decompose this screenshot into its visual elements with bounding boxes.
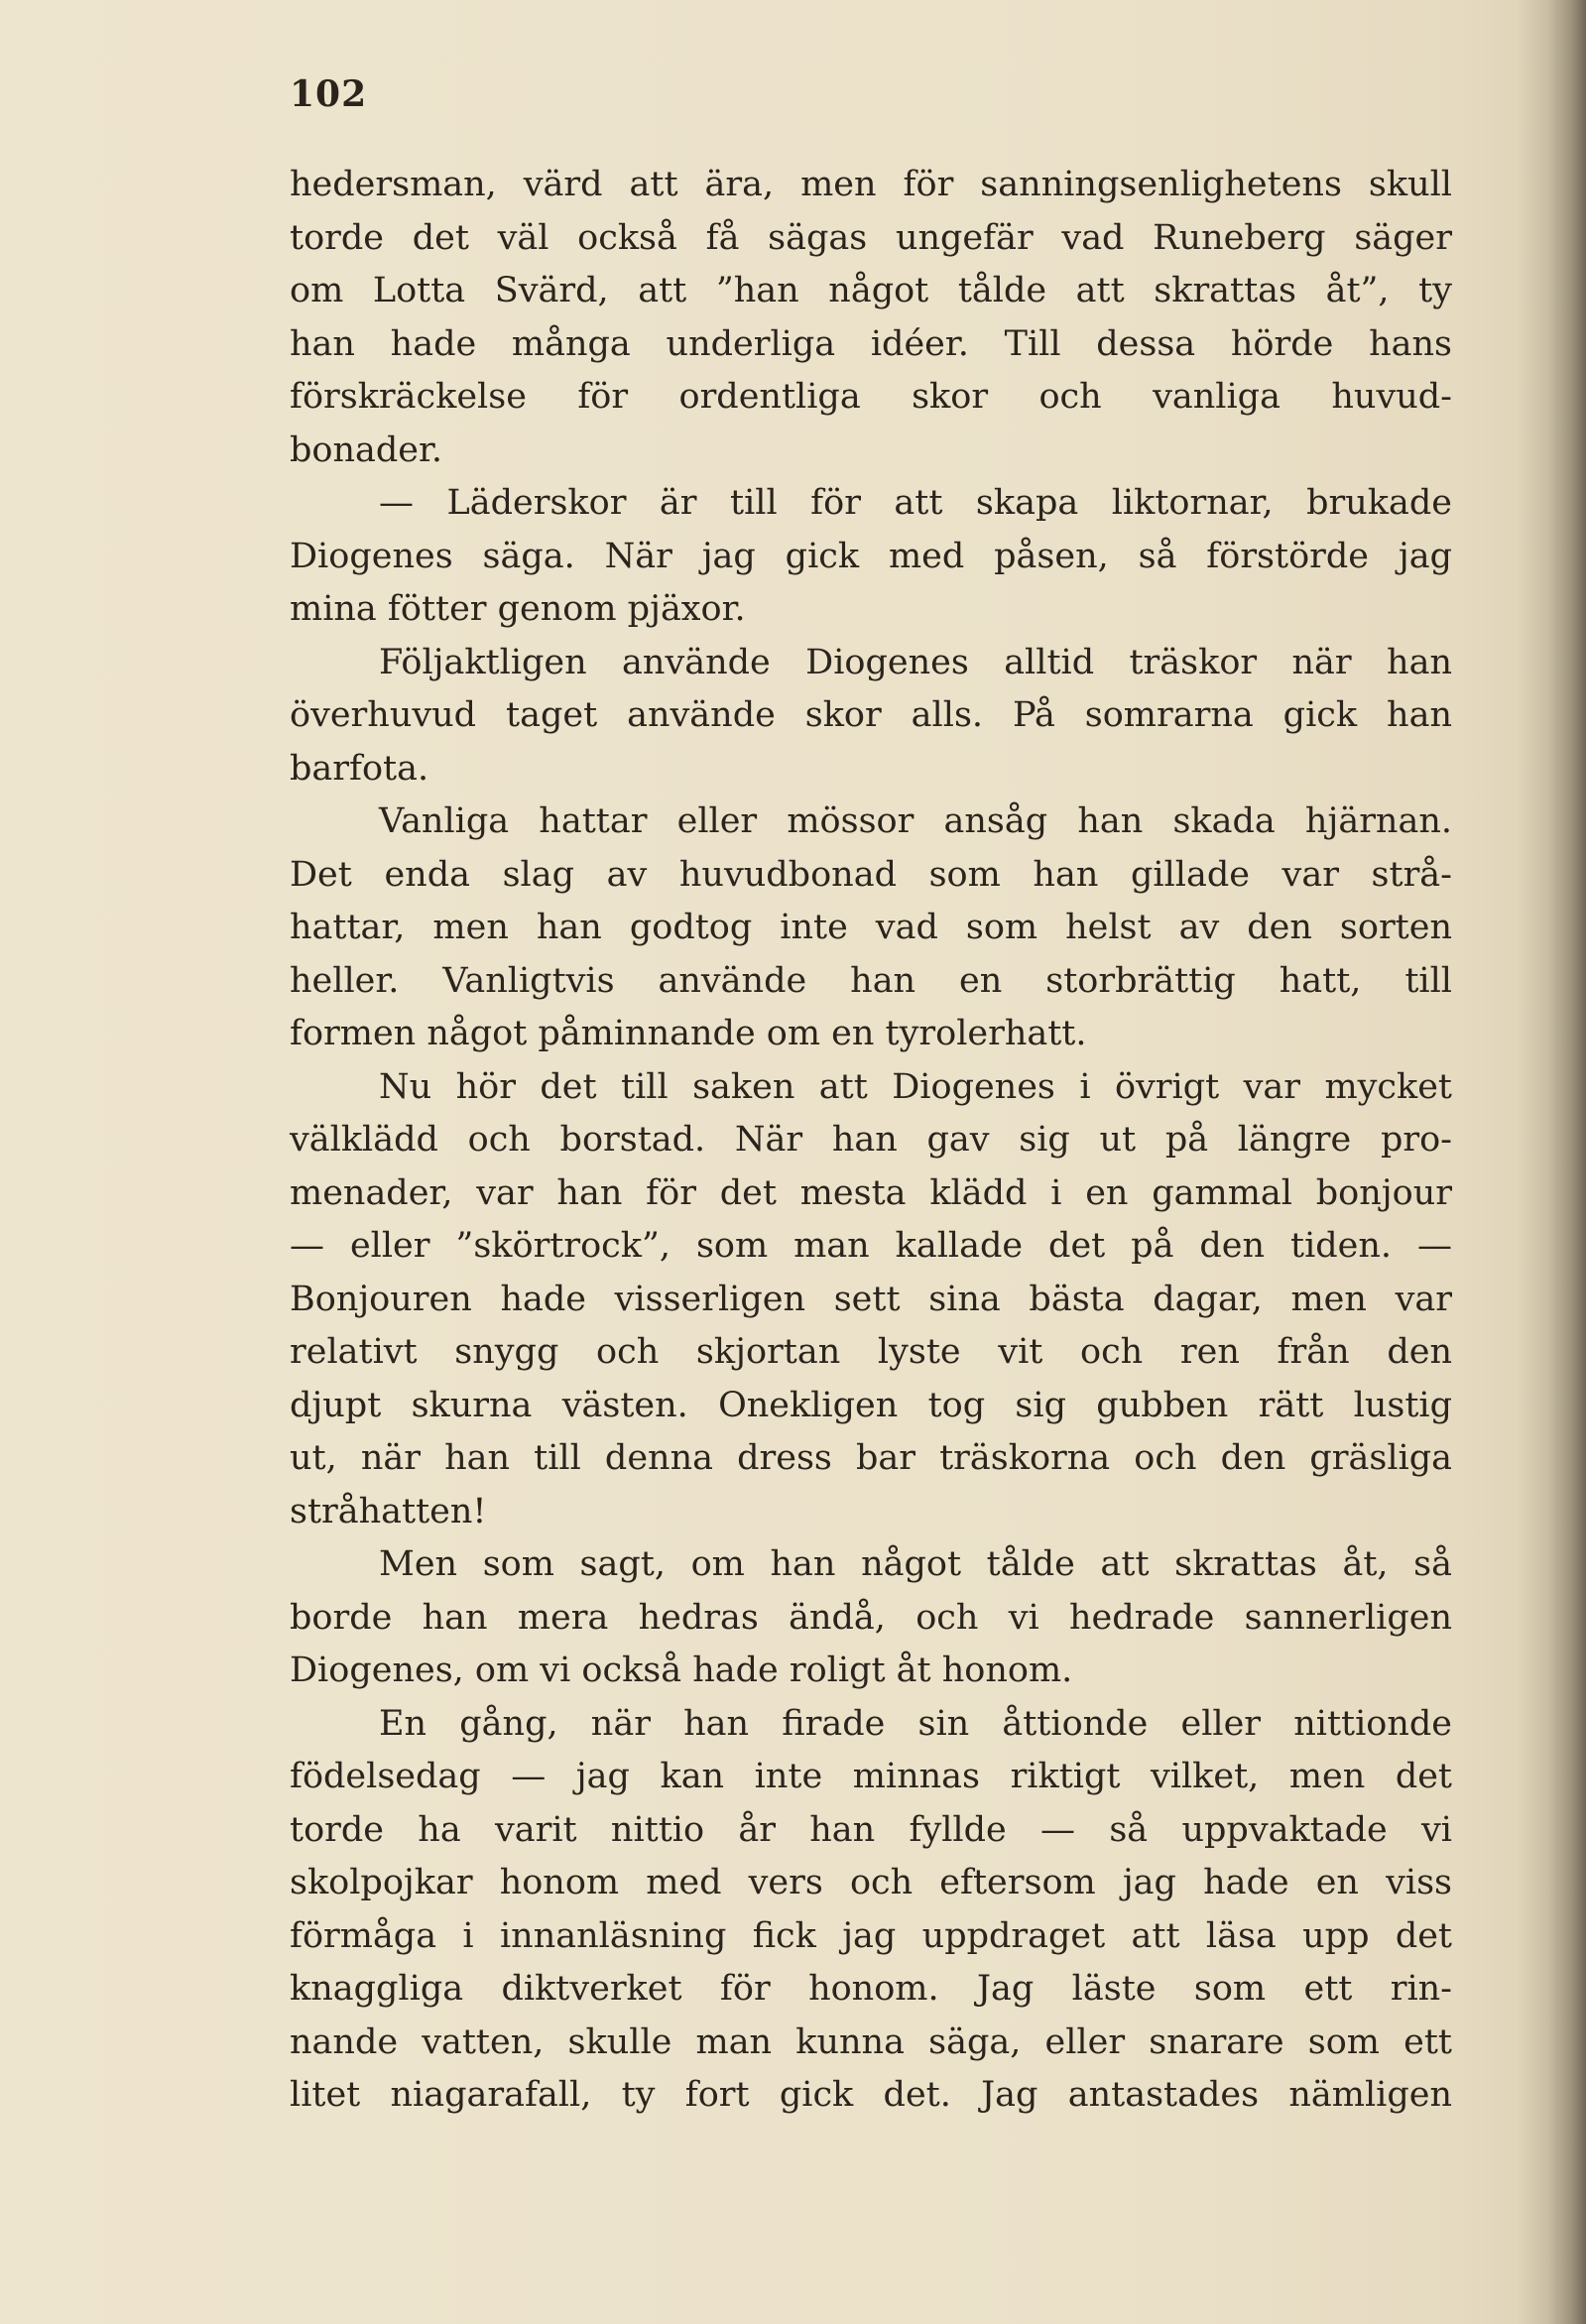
text-line: bonader. bbox=[290, 429, 443, 470]
text-line: Det enda slag av huvudbonad som han gillade var strå- bbox=[290, 854, 1452, 895]
text-line: stråhatten! bbox=[290, 1491, 487, 1531]
text-line: välklädd och borstad. När han gav sig ut på längre pro- bbox=[290, 1120, 1452, 1160]
text-line: överhuvud taget använde skor alls. På somrarna gick han bbox=[290, 695, 1452, 735]
page-number: 102 bbox=[290, 73, 368, 115]
text-line: hedersman, värd att ära, men för sanningsenlighetens skull bbox=[290, 165, 1452, 204]
text-line: Diogenes säga. När jag gick med påsen, så förstörde jag bbox=[290, 536, 1452, 576]
page-edge-shadow bbox=[1517, 0, 1586, 2324]
text-line: barfota. bbox=[290, 748, 429, 789]
text-line: födelsedag — jag kan inte minnas riktigt vilket, men det bbox=[290, 1757, 1452, 1796]
text-line: torde det väl också få sägas ungefär vad Runeberg säger bbox=[290, 217, 1452, 258]
text-line: torde ha varit nittio år han fyllde — så uppvaktade vi bbox=[290, 1809, 1452, 1850]
text-line: — eller ”skörtrock”, som man kallade det på den tiden. — bbox=[290, 1226, 1452, 1266]
text-line: En gång, när han firade sin åttionde eller nittionde bbox=[379, 1703, 1452, 1744]
body-text bbox=[290, 159, 1452, 2123]
text-line: om Lotta Svärd, att ”han något tålde att skrattas åt”, ty bbox=[290, 271, 1452, 310]
text-line: Följaktligen använde Diogenes alltid träskor när han bbox=[379, 642, 1452, 682]
text-line: menader, var han för det mesta klädd i en gammal bonjour bbox=[290, 1172, 1452, 1213]
text-line: skolpojkar honom med vers och eftersom jag hade en viss bbox=[290, 1863, 1452, 1902]
text-line: ut, när han till denna dress bar träskorna och den gräsliga bbox=[290, 1438, 1452, 1478]
text-line: litet niagarafall, ty fort gick det. Jag antastades nämligen bbox=[290, 2075, 1452, 2115]
text-line: hattar, men han godtog inte vad som helst av den sorten bbox=[290, 908, 1452, 947]
text-line: Nu hör det till saken att Diogenes i övrigt var mycket bbox=[379, 1066, 1452, 1107]
text-line: — Läderskor är till för att skapa liktornar, brukade bbox=[379, 483, 1452, 523]
text-line: han hade många underliga idéer. Till dessa hörde hans bbox=[290, 323, 1452, 364]
text-line: Men som sagt, om han något tålde att skrattas åt, så bbox=[379, 1544, 1452, 1584]
text-line: mina fötter genom pjäxor. bbox=[290, 589, 746, 629]
text-line: knaggliga diktverket för honom. Jag läste som ett rin- bbox=[290, 1969, 1452, 2009]
text-line: nande vatten, skulle man kunna säga, eller snarare som ett bbox=[290, 2021, 1452, 2062]
text-line: borde han mera hedras ändå, och vi hedrade sannerligen bbox=[290, 1597, 1452, 1638]
text-line: Vanliga hattar eller mössor ansåg han skada hjärnan. bbox=[379, 801, 1452, 841]
text-line: djupt skurna västen. Onekligen tog sig gubben rätt lustig bbox=[290, 1385, 1452, 1425]
text-line: förmåga i innanläsning fick jag uppdraget att läsa upp det bbox=[290, 1915, 1452, 1956]
text-line: formen något påminnande om en tyrolerhatt. bbox=[290, 1014, 1087, 1053]
text-line: Diogenes, om vi också hade roligt åt honom. bbox=[290, 1651, 1073, 1690]
text-line: förskräckelse för ordentliga skor och vanliga huvud- bbox=[290, 377, 1452, 417]
text-line: heller. Vanligtvis använde han en storbrättig hatt, till bbox=[290, 960, 1452, 1001]
text-line: Bonjouren hade visserligen sett sina bästa dagar, men var bbox=[290, 1279, 1452, 1319]
text-line: relativt snygg och skjortan lyste vit och ren från den bbox=[290, 1332, 1452, 1372]
